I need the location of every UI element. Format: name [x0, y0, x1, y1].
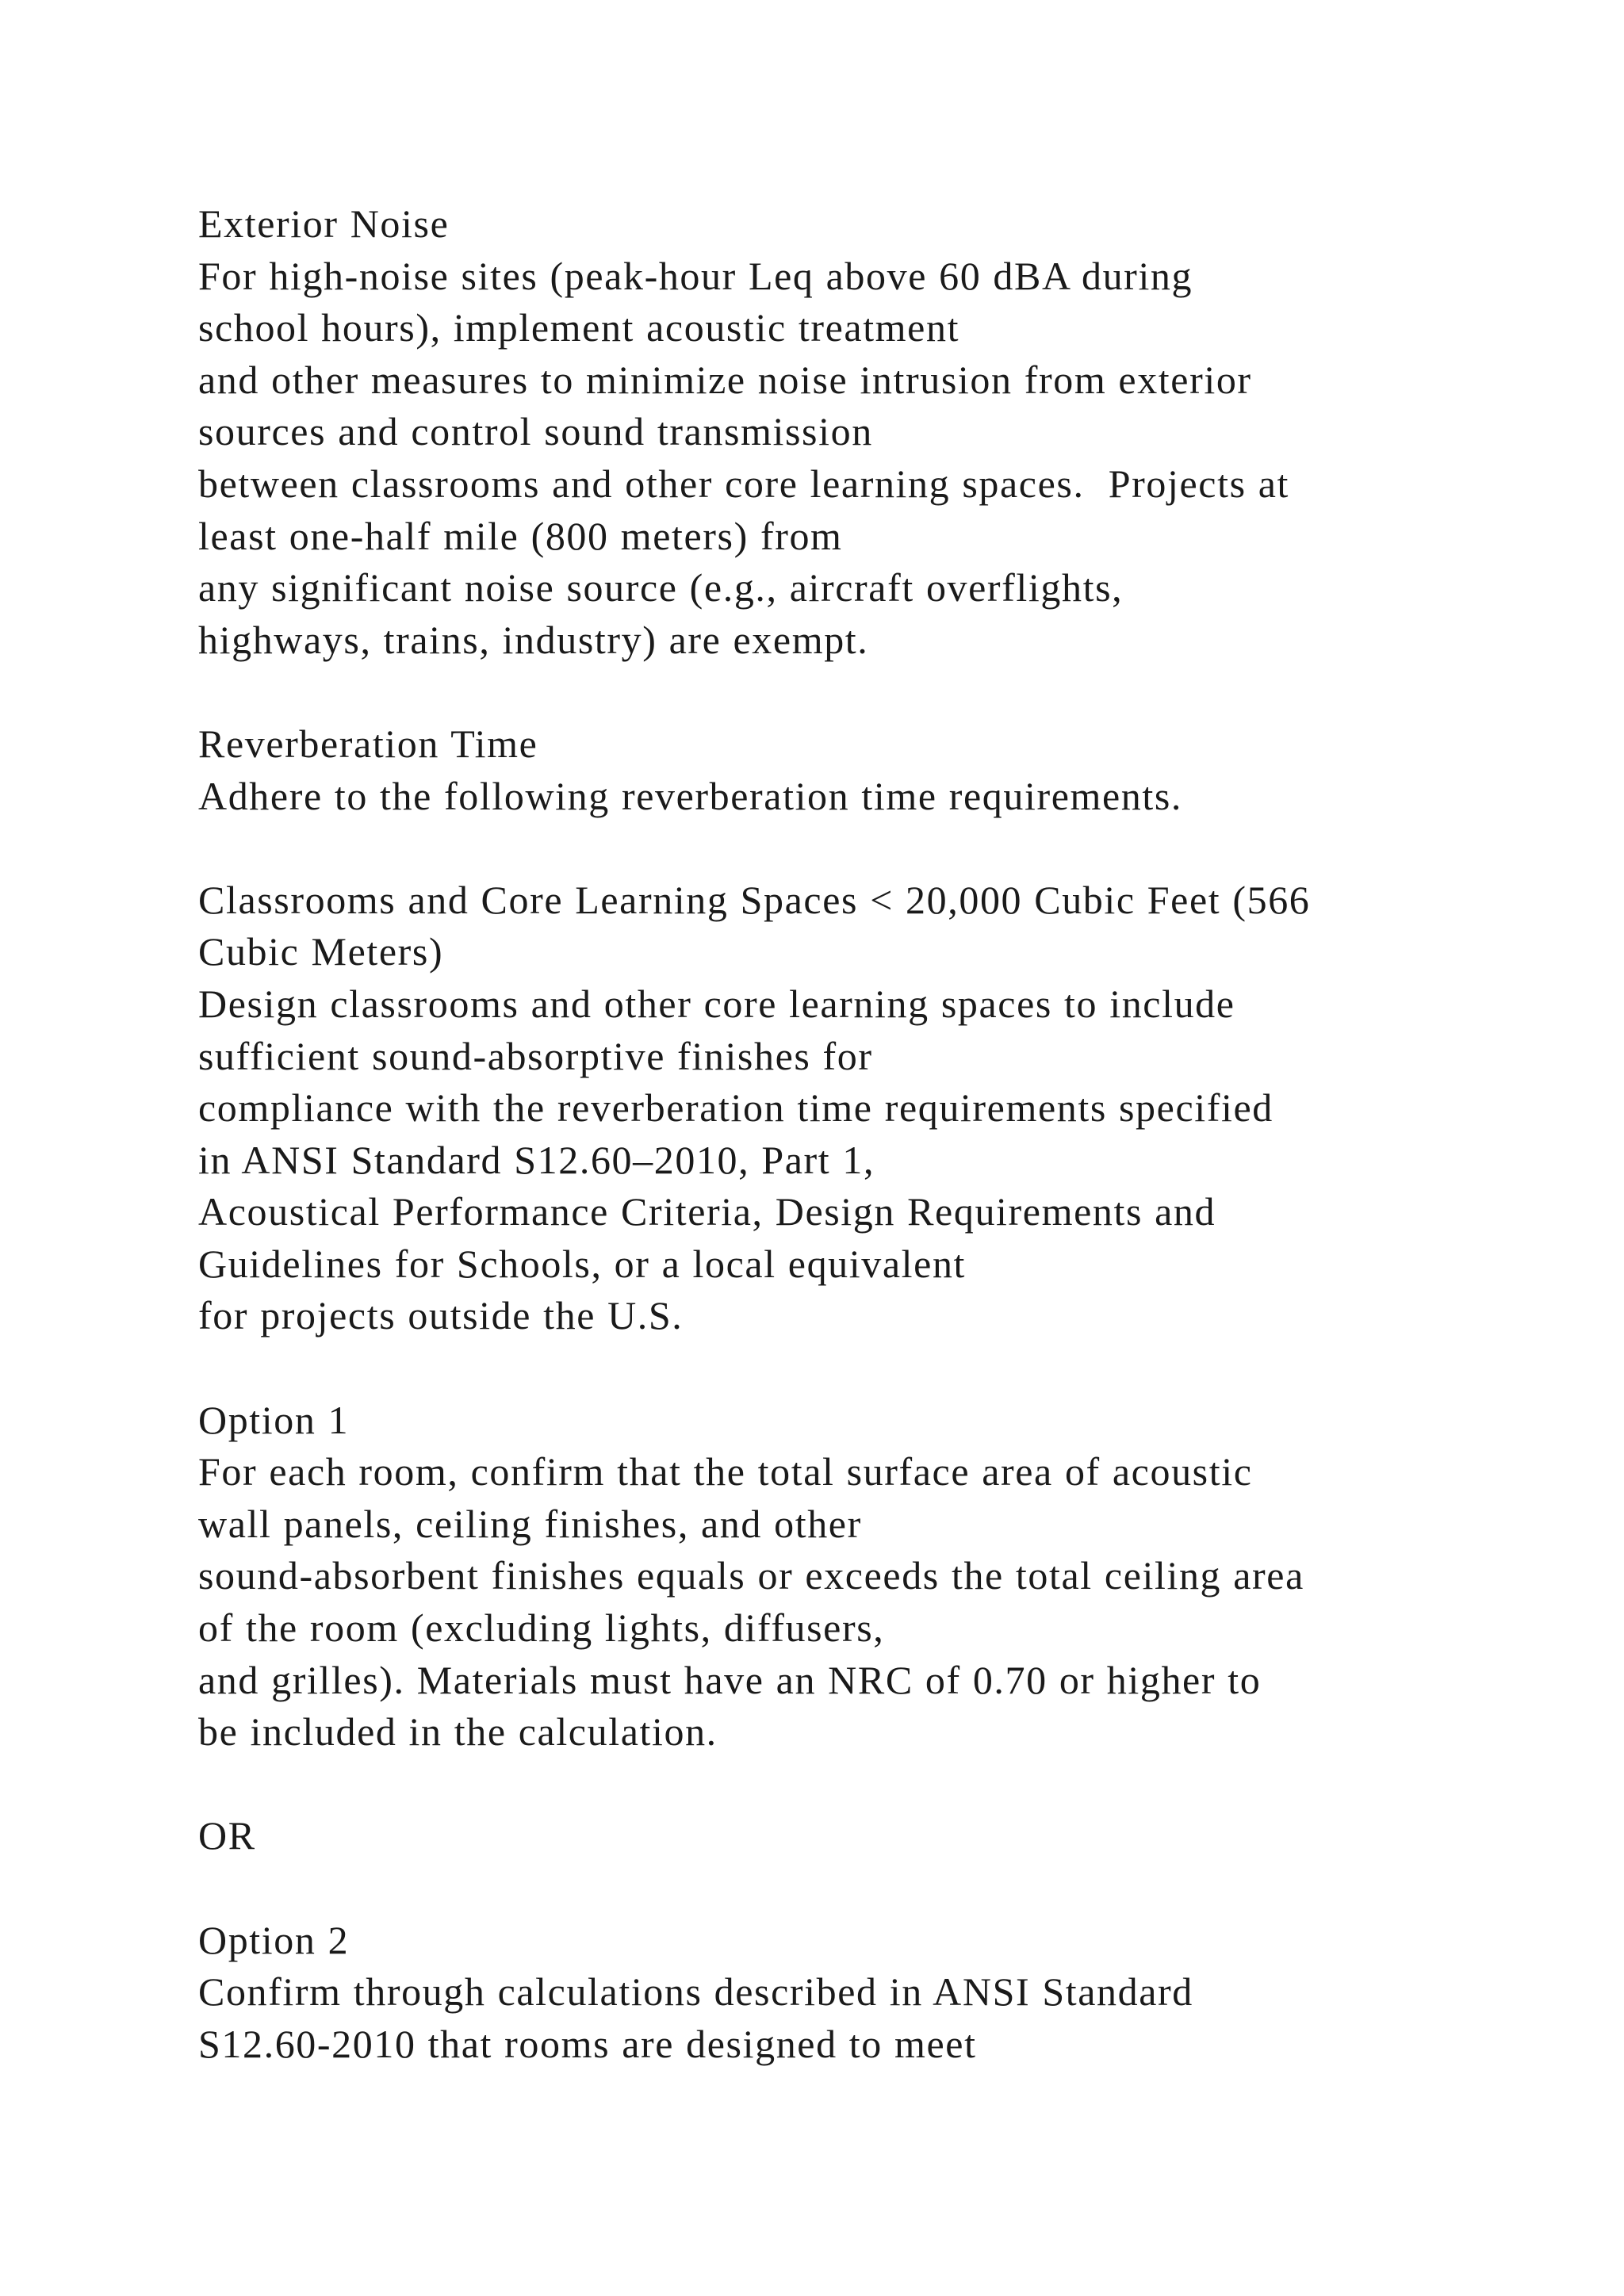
text-line: be included in the calculation.: [198, 1709, 718, 1755]
text-line: of the room (excluding lights, diffusers,: [198, 1605, 885, 1651]
text-line: For high-noise sites (peak-hour Leq above 60 dBA during: [198, 253, 1193, 298]
text-line: highways, trains, industry) are exempt.: [198, 617, 869, 662]
section-heading-reverberation-time: Reverberation Time: [198, 721, 538, 766]
text-line: sound-absorbent finishes equals or exceeds the total ceiling area: [198, 1553, 1304, 1598]
text-line: sufficient sound-absorptive finishes for: [198, 1033, 873, 1078]
option-1-heading: Option 1: [198, 1397, 350, 1442]
text-line: Design classrooms and other core learning spaces to include: [198, 981, 1235, 1026]
text-line: and other measures to minimize noise intrusion from exterior: [198, 357, 1252, 402]
option-2-heading: Option 2: [198, 1917, 350, 1962]
text-line: for projects outside the U.S.: [198, 1293, 684, 1338]
text-line: S12.60-2010 that rooms are designed to meet: [198, 2021, 977, 2066]
blank-line: [198, 1342, 1467, 1395]
text-line: and grilles). Materials must have an NRC of 0.70 or higher to: [198, 1657, 1262, 1702]
text-line: least one-half mile (800 meters) from: [198, 513, 843, 558]
text-line: school hours), implement acoustic treatment: [198, 305, 960, 350]
document-body: [198, 198, 1467, 2070]
text-line: between classrooms and other core learning spaces. Projects at: [198, 461, 1290, 506]
text-line: compliance with the reverberation time requirements specified: [198, 1085, 1274, 1131]
blank-line: [198, 1862, 1467, 1915]
or-separator: OR: [198, 1813, 256, 1858]
text-line: any significant noise source (e.g., aircraft overflights,: [198, 565, 1124, 610]
blank-line: [198, 666, 1467, 718]
text-line: Acoustical Performance Criteria, Design Requirements and: [198, 1189, 1216, 1234]
text-line: Confirm through calculations described in ANSI Standard: [198, 1969, 1193, 2015]
text-line: Cubic Meters): [198, 929, 444, 974]
text-line: wall panels, ceiling finishes, and other: [198, 1501, 862, 1546]
section-heading-exterior-noise: Exterior Noise: [198, 201, 450, 246]
text-line: in ANSI Standard S12.60–2010, Part 1,: [198, 1137, 875, 1182]
text-line: Guidelines for Schools, or a local equivalent: [198, 1241, 967, 1286]
text-line: sources and control sound transmission: [198, 409, 873, 454]
subsection-heading-classrooms: Classrooms and Core Learning Spaces < 20,000 Cubic Feet (566: [198, 877, 1311, 922]
text-line: Adhere to the following reverberation time requirements.: [198, 773, 1183, 818]
blank-line: [198, 822, 1467, 874]
text-line: For each room, confirm that the total surface area of acoustic: [198, 1449, 1253, 1494]
blank-line: [198, 1758, 1467, 1811]
